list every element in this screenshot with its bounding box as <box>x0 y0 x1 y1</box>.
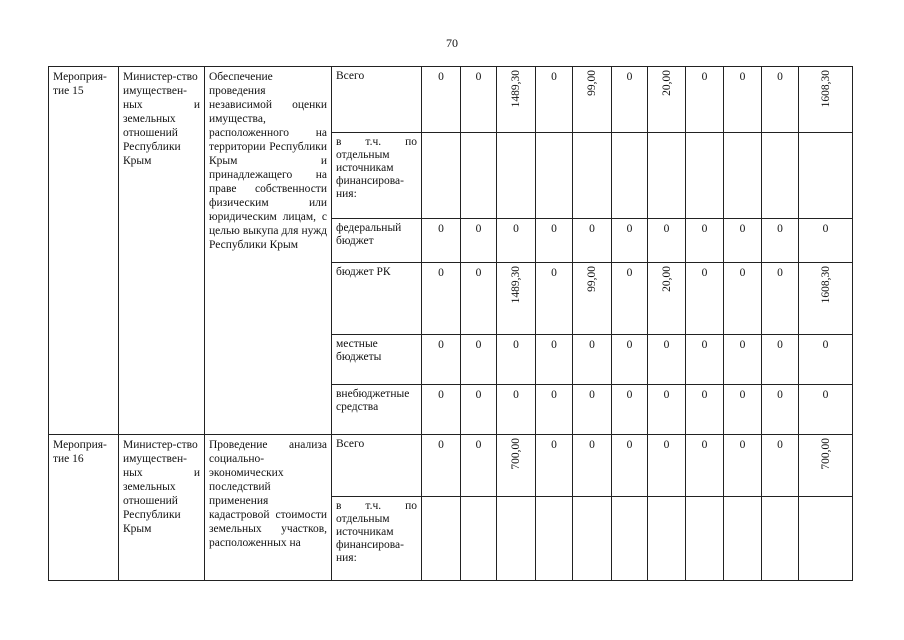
value-text: 0 <box>551 223 557 235</box>
value-text: 0 <box>701 71 708 83</box>
funding-source: Всего <box>332 67 422 133</box>
activity-name: Мероприя-тие 15 <box>49 67 119 435</box>
value-text: 0 <box>438 267 444 279</box>
value-text: 0 <box>626 267 633 279</box>
value-cell <box>648 263 686 335</box>
funding-source: местные бюджеты <box>332 335 422 385</box>
value-text: 1489,30 <box>510 266 522 304</box>
activity-description: Обеспечение проведения независимой оценки имущества, расположенного на территории Республики Крым и принадлежащего на праве собственности физическим или юридическим лицам, с целью выкупа для нужд Республики Крым <box>205 67 332 435</box>
value-text: 0 <box>626 389 633 401</box>
value-text: 0 <box>739 389 746 401</box>
value-cell <box>648 435 686 497</box>
value-cell <box>536 263 573 335</box>
value-cell <box>497 67 536 133</box>
activity-executor: Министер-ство имуществен-ных и земельных отношений Республики Крым <box>119 435 205 581</box>
value-text: 99,00 <box>586 70 598 96</box>
value-cell <box>724 133 762 219</box>
value-text: 0 <box>822 389 829 401</box>
value-text: 0 <box>777 389 783 401</box>
value-cell <box>799 385 853 435</box>
value-text: 0 <box>438 71 444 83</box>
value-cell <box>686 435 724 497</box>
value-cell <box>497 219 536 263</box>
value-cell <box>686 263 724 335</box>
value-cell <box>648 497 686 581</box>
value-text: 0 <box>589 439 595 451</box>
funding-source: федеральный бюджет <box>332 219 422 263</box>
funding-source: в т.ч. по отдельным источникам финансирова-ния: <box>332 497 422 581</box>
value-cell <box>573 385 612 435</box>
value-text: 0 <box>739 223 746 235</box>
value-cell <box>686 67 724 133</box>
value-cell <box>686 335 724 385</box>
value-cell <box>573 219 612 263</box>
value-cell <box>762 497 799 581</box>
value-cell <box>573 263 612 335</box>
value-cell <box>612 133 648 219</box>
value-cell <box>686 385 724 435</box>
value-text: 0 <box>822 339 829 351</box>
value-text: 0 <box>777 439 783 451</box>
funding-source: Всего <box>332 435 422 497</box>
value-text: 20,00 <box>660 70 673 96</box>
value-cell <box>724 263 762 335</box>
value-cell <box>762 335 799 385</box>
value-cell <box>497 133 536 219</box>
value-text: 0 <box>701 267 708 279</box>
value-text: 99,00 <box>586 266 598 292</box>
value-text: 0 <box>589 223 595 235</box>
value-text: 0 <box>701 439 708 451</box>
value-text: 700,00 <box>819 438 832 470</box>
value-cell <box>686 219 724 263</box>
table-row <box>49 435 853 497</box>
value-text: 0 <box>777 223 783 235</box>
value-cell <box>799 219 853 263</box>
value-text: 0 <box>777 267 783 279</box>
value-cell <box>461 497 497 581</box>
value-cell <box>497 385 536 435</box>
value-text: 0 <box>551 71 557 83</box>
value-cell <box>612 435 648 497</box>
value-cell <box>422 133 461 219</box>
value-cell <box>612 67 648 133</box>
activity-description: Проведение анализа социально-экономических последствий применения кадастровой стоимости земельных участков, расположенных на <box>205 435 332 581</box>
value-cell <box>799 435 853 497</box>
value-text: 0 <box>551 389 557 401</box>
value-cell <box>573 67 612 133</box>
value-text: 0 <box>663 439 670 451</box>
value-text: 0 <box>513 223 519 235</box>
value-cell <box>762 385 799 435</box>
value-text: 0 <box>701 389 708 401</box>
value-cell <box>799 133 853 219</box>
value-cell <box>422 385 461 435</box>
value-text: 0 <box>739 71 746 83</box>
funding-source: внебюджетные средства <box>332 385 422 435</box>
value-cell <box>573 435 612 497</box>
funding-source: в т.ч. по отдельным источникам финансирова-ния: <box>332 133 422 219</box>
value-cell <box>422 497 461 581</box>
value-text: 0 <box>438 339 444 351</box>
value-text: 0 <box>777 339 783 351</box>
value-text: 0 <box>475 389 482 401</box>
value-cell <box>422 67 461 133</box>
value-cell <box>497 335 536 385</box>
value-text: 0 <box>475 267 482 279</box>
value-cell <box>461 263 497 335</box>
value-cell <box>461 385 497 435</box>
value-text: 0 <box>626 439 633 451</box>
value-text: 1608,30 <box>819 70 832 108</box>
value-text: 0 <box>739 439 746 451</box>
value-cell <box>461 67 497 133</box>
table-row <box>49 67 853 133</box>
value-cell <box>612 385 648 435</box>
value-text: 0 <box>438 389 444 401</box>
value-cell <box>686 497 724 581</box>
value-text: 0 <box>589 339 595 351</box>
value-cell <box>762 435 799 497</box>
value-text: 0 <box>513 339 519 351</box>
value-text: 0 <box>663 389 670 401</box>
activity-executor: Министер-ство имуществен-ных и земельных отношений Республики Крым <box>119 67 205 435</box>
value-text: 1608,30 <box>819 266 832 304</box>
value-text: 0 <box>475 223 482 235</box>
value-text: 0 <box>626 339 633 351</box>
value-cell <box>573 133 612 219</box>
value-cell <box>648 335 686 385</box>
value-text: 0 <box>739 267 746 279</box>
value-text: 0 <box>475 439 482 451</box>
value-cell <box>497 263 536 335</box>
value-text: 0 <box>589 389 595 401</box>
value-text: 0 <box>739 339 746 351</box>
value-cell <box>461 219 497 263</box>
value-cell <box>422 435 461 497</box>
value-text: 0 <box>626 71 633 83</box>
value-cell <box>536 497 573 581</box>
value-cell <box>612 219 648 263</box>
value-cell <box>612 335 648 385</box>
value-cell <box>648 219 686 263</box>
value-cell <box>762 133 799 219</box>
value-cell <box>536 335 573 385</box>
value-cell <box>648 133 686 219</box>
value-text: 20,00 <box>660 266 673 292</box>
value-cell <box>536 67 573 133</box>
value-text: 0 <box>701 223 708 235</box>
value-cell <box>799 67 853 133</box>
value-cell <box>536 219 573 263</box>
value-cell <box>724 385 762 435</box>
value-text: 700,00 <box>510 438 522 470</box>
value-cell <box>724 497 762 581</box>
value-text: 0 <box>701 339 708 351</box>
value-cell <box>648 385 686 435</box>
value-cell <box>422 219 461 263</box>
value-cell <box>724 435 762 497</box>
value-cell <box>799 335 853 385</box>
value-text: 0 <box>438 223 444 235</box>
value-text: 0 <box>513 389 519 401</box>
value-text: 0 <box>822 223 829 235</box>
value-cell <box>497 497 536 581</box>
value-cell <box>461 335 497 385</box>
value-text: 0 <box>551 439 557 451</box>
page-number: 70 <box>446 36 458 50</box>
value-cell <box>461 133 497 219</box>
value-text: 0 <box>663 339 670 351</box>
value-cell <box>536 435 573 497</box>
value-cell <box>686 133 724 219</box>
value-text: 0 <box>551 267 557 279</box>
value-cell <box>724 67 762 133</box>
value-cell <box>536 133 573 219</box>
funding-table <box>48 66 853 581</box>
value-cell <box>799 263 853 335</box>
value-text: 0 <box>663 223 670 235</box>
value-text: 0 <box>438 439 444 451</box>
value-text: 0 <box>777 71 783 83</box>
value-text: 0 <box>475 71 482 83</box>
value-cell <box>573 497 612 581</box>
value-text: 1489,30 <box>510 70 522 108</box>
value-cell <box>724 335 762 385</box>
value-text: 0 <box>626 223 633 235</box>
value-cell <box>461 435 497 497</box>
value-cell <box>762 67 799 133</box>
value-cell <box>762 219 799 263</box>
value-cell <box>422 335 461 385</box>
value-cell <box>799 497 853 581</box>
funding-source: бюджет РК <box>332 263 422 335</box>
value-cell <box>497 435 536 497</box>
value-cell <box>762 263 799 335</box>
value-text: 0 <box>551 339 557 351</box>
activity-name: Мероприя-тие 16 <box>49 435 119 581</box>
value-cell <box>612 263 648 335</box>
value-cell <box>648 67 686 133</box>
value-cell <box>422 263 461 335</box>
value-cell <box>536 385 573 435</box>
value-cell <box>573 335 612 385</box>
value-text: 0 <box>475 339 482 351</box>
value-cell <box>612 497 648 581</box>
value-cell <box>724 219 762 263</box>
